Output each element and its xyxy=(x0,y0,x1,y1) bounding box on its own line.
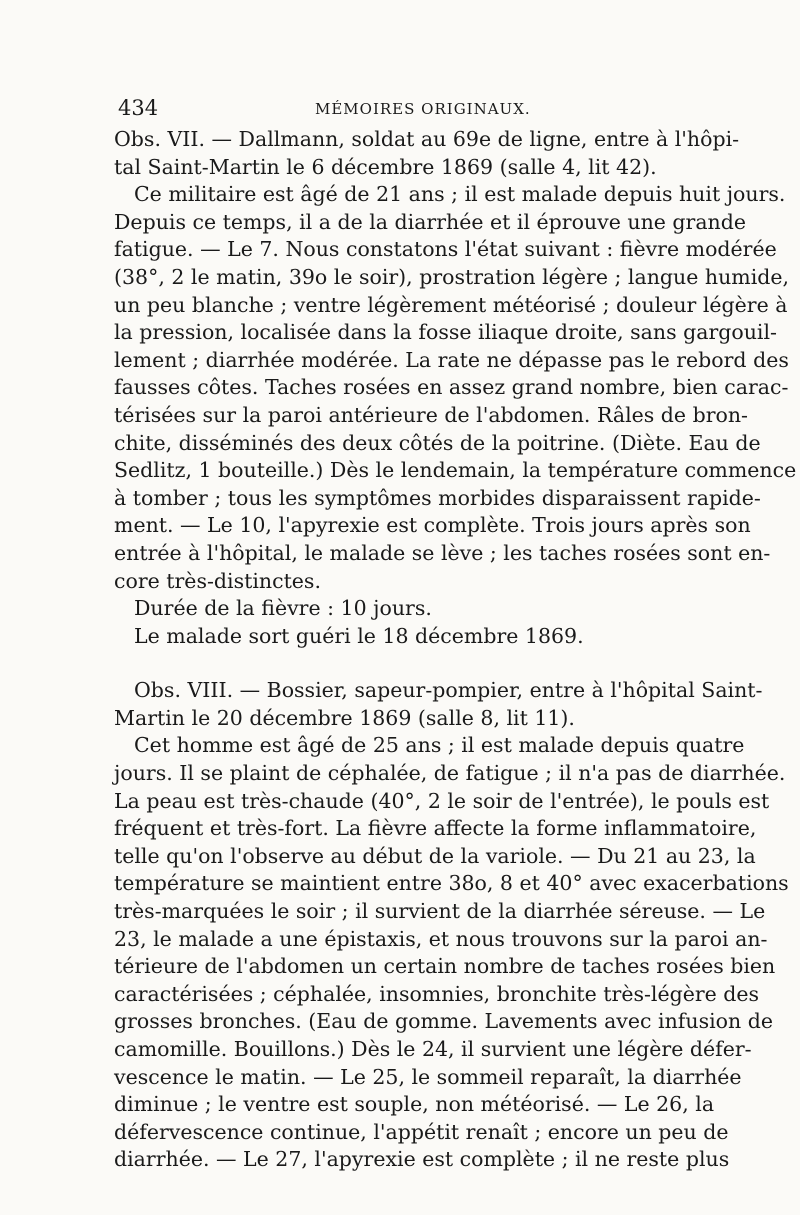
text-line: un peu blanche ; ventre légèrement météorisé ; douleur légère à xyxy=(114,292,788,317)
running-head: MÉMOIRES ORIGINAUX. xyxy=(315,100,531,118)
text-line: diminue ; le ventre est souple, non météorisé. — Le 26, la xyxy=(114,1092,715,1117)
text-line: jours. Il se plaint de céphalée, de fatigue ; il n'a pas de diarrhée. xyxy=(114,761,786,786)
text-line: lement ; diarrhée modérée. La rate ne dépasse pas le rebord des xyxy=(114,347,789,372)
text-line: diarrhée. — Le 27, l'apyrexie est complète ; il ne reste plus xyxy=(114,1147,730,1172)
text-line: térieure de l'abdomen un certain nombre de taches rosées bien xyxy=(114,954,776,979)
text-line: Le malade sort guéri le 18 décembre 1869. xyxy=(134,623,584,648)
text-line: caractérisées ; céphalée, insomnies, bronchite très-légère des xyxy=(114,981,760,1006)
page-header xyxy=(118,96,678,122)
text-line: la pression, localisée dans la fosse iliaque droite, sans gargouil- xyxy=(114,320,777,345)
text-line: Obs. VII. — Dallmann, soldat au 69e de ligne, entre à l'hôpi- xyxy=(114,127,740,151)
text-line: core très-distinctes. xyxy=(114,568,321,593)
text-line: tal Saint-Martin le 6 décembre 1869 (salle 4, lit 42). xyxy=(114,154,657,179)
paragraph-spacer xyxy=(114,650,686,677)
text-line: camomille. Bouillons.) Dès le 24, il survient une légère défer- xyxy=(114,1037,752,1061)
text-line: Ce militaire est âgé de 21 ans ; il est malade depuis huit jours. xyxy=(134,182,786,207)
text-line: térisées sur la paroi antérieure de l'abdomen. Râles de bron- xyxy=(114,402,748,427)
text-line: (38°, 2 le matin, 39o le soir), prostration légère ; langue humide, xyxy=(114,264,790,289)
text-line: entrée à l'hôpital, le malade se lève ; les taches rosées sont en- xyxy=(114,540,771,565)
text-line: défervescence continue, l'appétit renaît ; encore un peu de xyxy=(114,1119,729,1144)
text-line: à tomber ; tous les symptômes morbides disparaissent rapide- xyxy=(114,485,761,510)
text-line: température se maintient entre 38o, 8 et 40° avec exacerbations xyxy=(114,871,789,896)
text-line: Sedlitz, 1 bouteille.) Dès le lendemain, la température commence xyxy=(114,458,797,483)
text-line: 23, le malade a une épistaxis, et nous trouvons sur la paroi an- xyxy=(114,926,768,951)
text-line: Martin le 20 décembre 1869 (salle 8, lit 11). xyxy=(114,705,575,730)
body-text xyxy=(114,126,797,1174)
text-line: La peau est très-chaude (40°, 2 le soir de l'entrée), le pouls est xyxy=(114,788,770,813)
text-line: vescence le matin. — Le 25, le sommeil reparaît, la diarrhée xyxy=(114,1064,742,1089)
text-line: telle qu'on l'observe au début de la variole. — Du 21 au 23, la xyxy=(114,843,756,868)
text-line: Durée de la fièvre : 10 jours. xyxy=(134,596,432,621)
text-line: Depuis ce temps, il a de la diarrhée et il éprouve une grande xyxy=(114,209,747,234)
text-line: très-marquées le soir ; il survient de la diarrhée séreuse. — Le xyxy=(114,899,766,924)
text-line: chite, disséminés des deux côtés de la poitrine. (Diète. Eau de xyxy=(114,430,761,455)
text-line: grosses bronches. (Eau de gomme. Lavements avec infusion de xyxy=(114,1009,773,1034)
text-line: ment. — Le 10, l'apyrexie est complète. Trois jours après son xyxy=(114,513,751,538)
text-line: fréquent et très-fort. La fièvre affecte la forme inflammatoire, xyxy=(114,816,757,841)
text-line: fausses côtes. Taches rosées en assez grand nombre, bien carac- xyxy=(114,375,789,400)
text-line: fatigue. — Le 7. Nous constatons l'état suivant : fièvre modérée xyxy=(114,237,777,262)
text-line: Obs. VIII. — Bossier, sapeur-pompier, entre à l'hôpital Saint- xyxy=(134,678,763,703)
page-number: 434 xyxy=(118,96,159,120)
text-line: Cet homme est âgé de 25 ans ; il est malade depuis quatre xyxy=(134,733,745,758)
